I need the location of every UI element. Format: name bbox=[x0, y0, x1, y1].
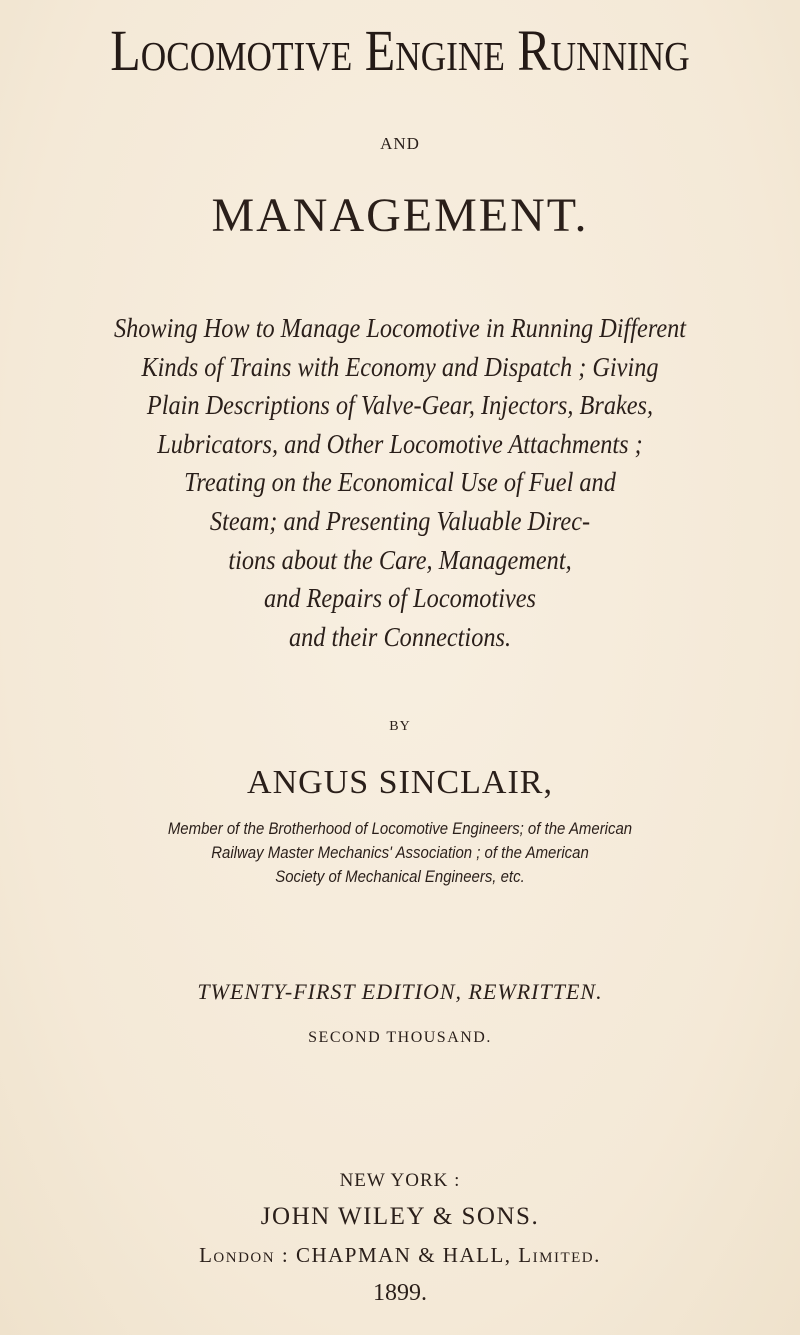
description-line: Steam; and Presenting Valuable Direc- bbox=[209, 506, 591, 536]
description-line: Lubricators, and Other Locomotive Attachments ; bbox=[157, 429, 643, 459]
title-conjunction: AND bbox=[380, 134, 420, 153]
printing-statement: SECOND THOUSAND. bbox=[308, 1029, 492, 1046]
author-name: ANGUS SINCLAIR, bbox=[247, 764, 553, 801]
london-publisher: CHAPMAN & HALL, bbox=[295, 1243, 519, 1267]
book-subtitle: MANAGEMENT. bbox=[211, 189, 589, 242]
description-line: Plain Descriptions of Valve-Gear, Injectors, Brakes, bbox=[146, 390, 654, 420]
description-line: Treating on the Economical Use of Fuel and bbox=[184, 467, 616, 497]
description-line: tions about the Care, Management, bbox=[228, 545, 572, 575]
imprint-city: NEW YORK : bbox=[339, 1170, 461, 1191]
affiliation-line: Society of Mechanical Engineers, etc. bbox=[275, 867, 525, 886]
london-separator: : bbox=[275, 1243, 296, 1267]
london-suffix: Limited. bbox=[518, 1243, 601, 1267]
description-line: and Repairs of Locomotives bbox=[263, 583, 536, 613]
by-label: BY bbox=[389, 719, 411, 734]
description-line: and their Connections. bbox=[288, 622, 512, 652]
description-line: Showing How to Manage Locomotive in Running Different bbox=[113, 313, 687, 343]
imprint-london bbox=[0, 1243, 800, 1268]
description-line: Kinds of Trains with Economy and Dispatch ; Giving bbox=[141, 352, 659, 382]
edition-statement: TWENTY-FIRST EDITION, REWRITTEN. bbox=[197, 979, 603, 1004]
publication-year: 1899. bbox=[373, 1280, 427, 1306]
book-title: Locomotive Engine Running bbox=[110, 18, 690, 83]
affiliation-line: Member of the Brotherhood of Locomotive Engineers; of the American bbox=[167, 819, 633, 838]
imprint-publisher: JOHN WILEY & SONS. bbox=[260, 1203, 540, 1230]
affiliation-line: Railway Master Mechanics' Association ; of the American bbox=[211, 843, 589, 862]
london-label: London bbox=[199, 1243, 276, 1267]
